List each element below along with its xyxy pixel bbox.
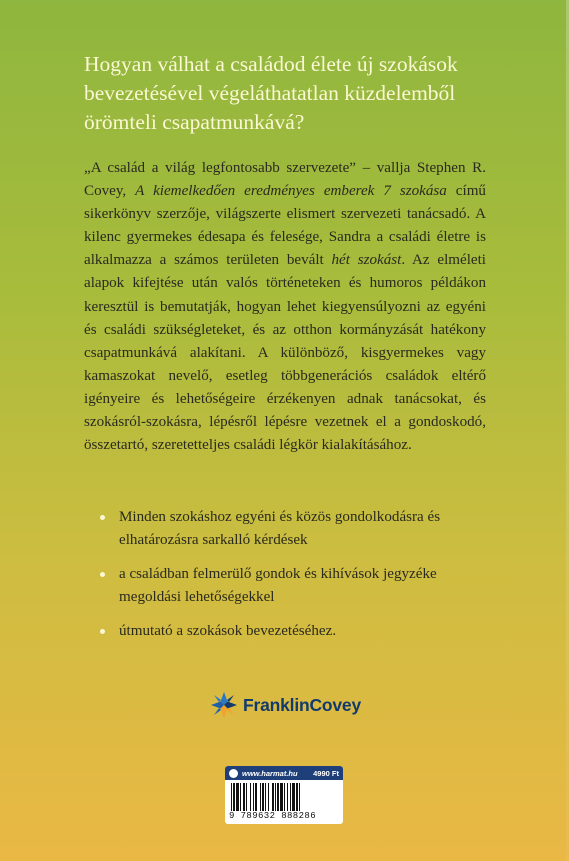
feature-list	[98, 506, 490, 654]
bullet-icon	[100, 629, 105, 634]
list-item	[98, 620, 490, 643]
barcode-label	[225, 766, 343, 824]
list-item	[98, 563, 490, 609]
headline: Hogyan válhat a családod élete új szokások bevezetésével végeláthatatlan küzdelemből örömteli csapatmunkává?	[84, 52, 458, 134]
barcode-bars	[229, 783, 339, 811]
description-part-3: . Az elméleti alapok kifejtése után valós történeteken és humoros példákon keresztül is bemutatják, hogyan lehet kiegyensúlyozni az egyéni és családi szükségleteket, és az otthon kormányzását hatékony csapatmunkává alakítani. A különböző, kisgyermekes vagy kamaszokat nevelő, esetleg többgenerációs családok eltérő igényeire és lehetőségeire érzékenyen adnak tanácsokat, és szokásról-szokásra, lépésről lépésre vezetnek el a gondoskodó, összetartó, szeretetteljes családi légkör kialakításához.	[84, 252, 486, 454]
price: 4990 Ft	[313, 768, 339, 778]
bullet-icon	[100, 515, 105, 520]
description-part-1: „A család a világ legfontosabb szervezete” – vallja Stephen R. Covey,	[84, 160, 486, 200]
publisher-logo-icon	[229, 769, 238, 778]
list-item-text: útmutató a szokások bevezetéséhez.	[119, 623, 337, 639]
description-paragraph	[84, 157, 486, 457]
seven-habits-phrase: hét szokást	[331, 252, 402, 269]
logo-text: FranklinCovey	[243, 694, 361, 715]
description-part-2: című sikerkönyv szerzője, világszerte elismert szervezeti tanácsadó. A kilenc gyermekes édesapa és felesége, Sandra a családi életre is alkalmazza a számos területen bevált	[84, 183, 486, 269]
bullet-icon	[100, 572, 105, 577]
book-title: A kiemelkedően eredményes emberek 7 szokása	[135, 183, 447, 200]
compass-star-icon	[210, 691, 238, 719]
list-item-text: a családban felmerülő gondok és kihívások jegyzéke megoldási lehetőségekkel	[119, 566, 437, 605]
list-item-text: Minden szokáshoz egyéni és közös gondolkodásra és elhatározásra sarkalló kérdések	[119, 509, 441, 548]
publisher-website: www.harmat.hu	[242, 768, 298, 778]
franklincovey-logo	[210, 690, 361, 720]
publisher-bar	[225, 766, 343, 780]
isbn-digits: 9 789632 888286	[229, 811, 317, 821]
list-item	[98, 506, 490, 552]
